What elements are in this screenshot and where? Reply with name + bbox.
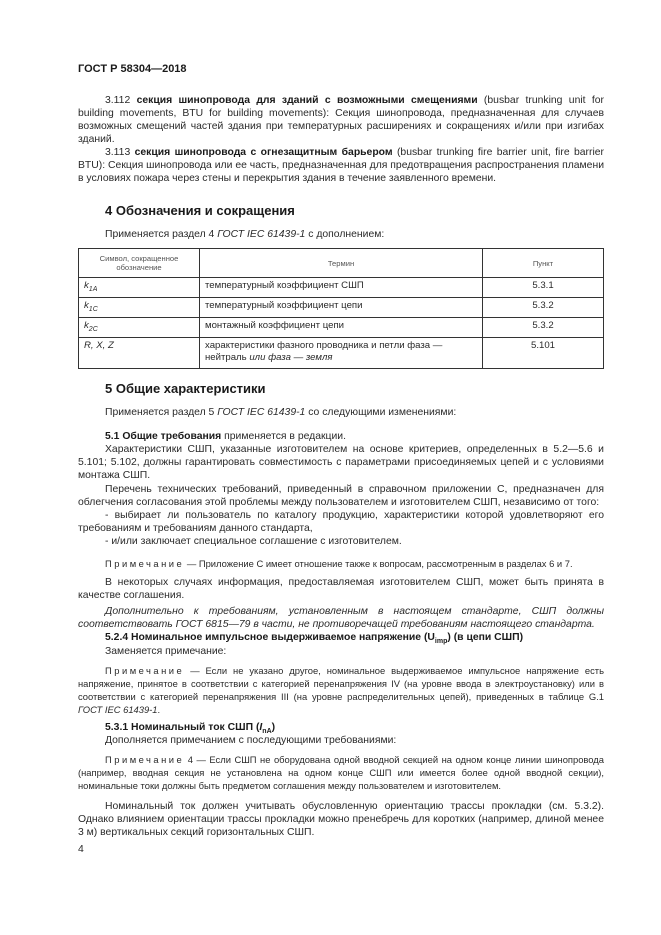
symbol: k bbox=[84, 300, 89, 311]
table-row bbox=[79, 338, 604, 369]
symbol-cell bbox=[79, 278, 200, 298]
clause-number: 3.113 bbox=[105, 147, 135, 158]
text: Применяется раздел 4 bbox=[105, 229, 218, 240]
clause-cell: 5.101 bbox=[483, 338, 604, 369]
note-label: Примечание bbox=[105, 665, 185, 676]
definition: (busbar trunking fire barrier unit, fire barrier BTU): Секция шинопровода или ее часть, предназначенная для предотвращения распространения пламени в условиях пожара через стены и перекрытия здания в течение заявленного времени. bbox=[78, 147, 605, 184]
table-row bbox=[79, 298, 604, 318]
clause-3-112 bbox=[78, 94, 604, 146]
list-item: - и/или заключает специальное соглашение с изготовителем. bbox=[105, 536, 402, 547]
symbol: I bbox=[259, 722, 263, 733]
note-text: — Приложение С имеет отношение также к вопросам, рассмотренным в разделах 6 и 7. bbox=[184, 558, 573, 569]
table-row bbox=[79, 318, 604, 338]
term-cell bbox=[200, 338, 483, 369]
text: ) (в цепи СШП) bbox=[447, 632, 524, 643]
table-header-row bbox=[79, 249, 604, 278]
paragraph: Дополняется примечанием с последующими требованиями: bbox=[105, 735, 397, 746]
note-1 bbox=[78, 557, 604, 570]
note-text: 4 — Если СШП не оборудована одной вводной секцией на одном конце линии шинопровода (например, вводная секция не установлена на одном конце СШП или имеется более одной вводной секции), номинальные токи должны быть предметом соглашения между пользователем и изготовителем. bbox=[78, 754, 604, 791]
term-italic: или фаза — земля bbox=[249, 352, 333, 363]
term: секция шинопровода с огнезащитным барьером bbox=[134, 147, 393, 158]
term-cell: монтажный коэффициент цепи bbox=[200, 318, 483, 338]
symbol-cell bbox=[79, 318, 200, 338]
text: 5.2.4 Номинальное импульсное выдерживаемое напряжение (U bbox=[105, 632, 435, 643]
symbol-cell: R, X, Z bbox=[79, 338, 200, 369]
column-header-term: Термин bbox=[200, 249, 483, 278]
clause-number: 3.112 bbox=[105, 95, 137, 106]
clause-cell: 5.3.2 bbox=[483, 298, 604, 318]
reference: ГОСТ IEC 61439-1 bbox=[217, 407, 306, 418]
page-number: 4 bbox=[78, 844, 84, 855]
note-label: Примечание bbox=[105, 754, 185, 765]
term: характеристики фазного проводника и петли фаза — нейтраль bbox=[205, 340, 443, 363]
term-cell: температурный коэффициент цепи bbox=[200, 298, 483, 318]
table-row bbox=[79, 278, 604, 298]
text: 5.3.1 Номинальный ток СШП ( bbox=[105, 722, 260, 733]
text: применяется в редакции. bbox=[221, 431, 347, 442]
note-text: — Если не указано другое, номинальное выдерживаемое импульсное напряжение есть напряжение, принятое в соответствии с категорией перенапряжения IV (на уровне ввода в электроустановку) или в соответствии с категорией перенапряжения III (на уровне распределительных цепей), приведенных в таблице G.1 bbox=[78, 665, 604, 702]
symbol: k bbox=[84, 320, 89, 331]
text: с дополнением: bbox=[305, 229, 385, 240]
symbol: k bbox=[84, 280, 89, 291]
term: секция шинопровода для зданий с возможными смещениями bbox=[136, 95, 478, 106]
text: ) bbox=[271, 722, 276, 733]
paragraph: Характеристики СШП, указанные изготовителем на основе критериев, определенных в 5.2—5.6 и 5.101; 5.102, должны гарантировать совместимость с параметрами присоединяемых цепей и с условиями монтажа СШП. bbox=[78, 444, 604, 481]
clause-5-1 bbox=[78, 430, 604, 443]
section-4-heading: 4 Обозначения и сокращения bbox=[105, 203, 295, 218]
subscript: nA bbox=[262, 728, 272, 735]
text: со следующими изменениями: bbox=[305, 407, 457, 418]
symbol-cell bbox=[79, 298, 200, 318]
list-item: - выбирает ли пользователь по каталогу продукцию, характеристики которой удовлетворяют его требованиям и требованиям данного стандарта, bbox=[78, 510, 604, 534]
note-2 bbox=[78, 664, 604, 716]
paragraph-italic: Дополнительно к требованиям, установленным в настоящем стандарте, СШП должны соответствовать ГОСТ 6815—79 в части, не противоречащей требованиям настоящего стандарта. bbox=[78, 606, 604, 630]
symbols-table bbox=[78, 248, 604, 369]
reference: ГОСТ IEC 61439-1 bbox=[78, 704, 158, 715]
note-label: Примечание bbox=[105, 558, 185, 569]
paragraph: Номинальный ток должен учитывать обусловленную ориентацию трассы прокладки (см. 5.3.2). Однако влиянием ориентации трассы прокладки можно пренебречь для коротких (например, длиной менее 3 м) вертикальных секций горизонтальных СШП. bbox=[78, 801, 604, 838]
clause-cell: 5.3.1 bbox=[483, 278, 604, 298]
definition: (busbar trunking unit for building movements, BTU for building movements): Секция шинопровода, предназначенная для случаев возможных смещений частей здания при температурных расширениях и сокращениях и/или при изгибах зданий. bbox=[78, 95, 605, 145]
clause-5-3-1-title bbox=[78, 721, 604, 734]
clause-cell: 5.3.2 bbox=[483, 318, 604, 338]
paragraph: В некоторых случаях информация, предоставляемая изготовителем СШП, может быть принята в качестве соглашения. bbox=[78, 577, 604, 601]
term-cell: температурный коэффициент СШП bbox=[200, 278, 483, 298]
text: Применяется раздел 5 bbox=[105, 407, 218, 418]
section-5-intro bbox=[78, 406, 604, 419]
symbol-subscript: 2C bbox=[88, 326, 98, 333]
document-header: ГОСТ Р 58304—2018 bbox=[78, 63, 187, 75]
note-3 bbox=[78, 753, 604, 792]
section-5-heading: 5 Общие характеристики bbox=[105, 381, 266, 396]
section-4-intro bbox=[78, 228, 604, 241]
column-header-clause: Пункт bbox=[483, 249, 604, 278]
reference: ГОСТ IEC 61439-1 bbox=[217, 229, 306, 240]
period: . bbox=[157, 704, 161, 715]
paragraph: Заменяется примечание: bbox=[105, 646, 227, 657]
symbol-subscript: 1C bbox=[88, 306, 98, 313]
paragraph: Перечень технических требований, приведенный в справочном приложении С, предназначен для облегчения согласования этой проблемы между пользователем и изготовителем СШП, независимо от того: bbox=[78, 484, 604, 508]
symbol-subscript: 1A bbox=[88, 286, 98, 293]
subscript: imp bbox=[434, 638, 448, 645]
clause-title: 5.1 Общие требования bbox=[105, 431, 222, 442]
clause-3-113 bbox=[78, 146, 604, 185]
clause-5-2-4-title bbox=[78, 631, 604, 644]
column-header-symbol: Символ, сокращенное обозначение bbox=[79, 249, 200, 278]
